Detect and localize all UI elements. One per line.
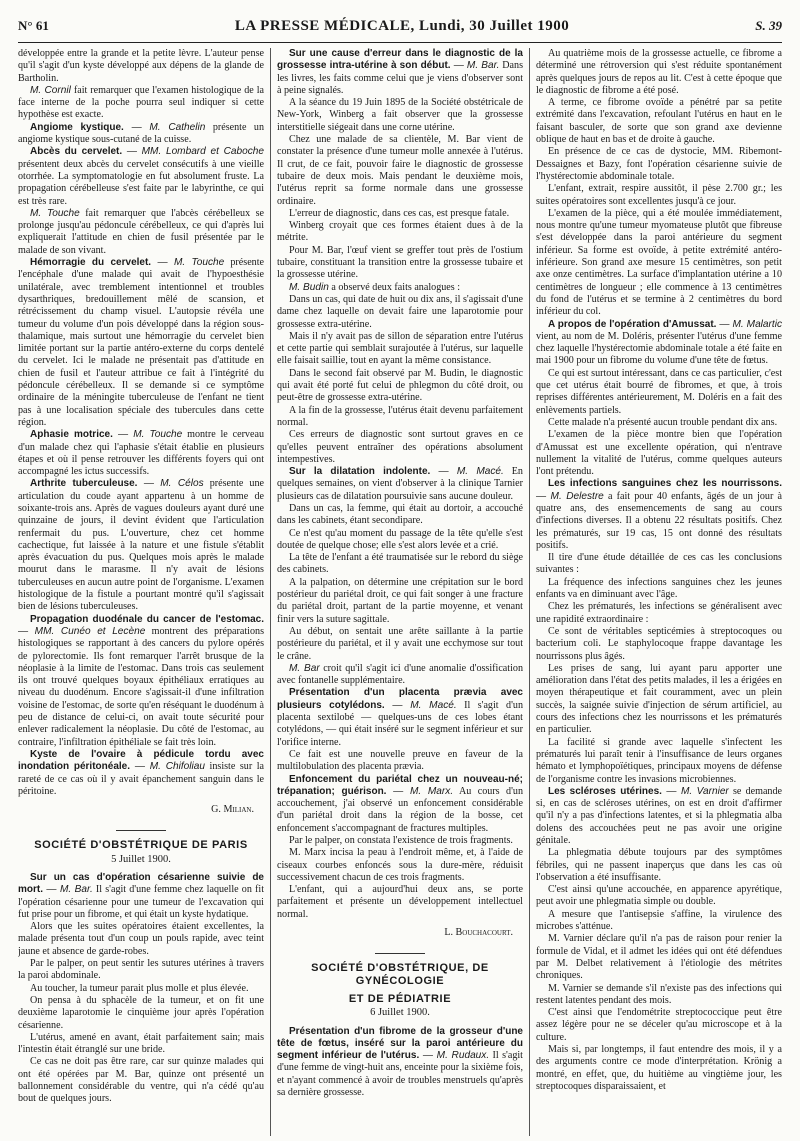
paragraph-heading: Kyste de l'ovaire à pédicule tordu avec inondation péritonéale. [18,748,264,773]
section-title-gyn-1: SOCIÉTÉ D'OBSTÉTRIQUE, DE GYNÉCOLOGIE [311,962,489,987]
author-name: — M. Marx. [386,785,454,797]
paragraph [277,884,523,921]
paragraph [536,183,782,208]
paragraph [536,1044,782,1093]
paragraph-text: fait remarquer que l'abcès cérébelleux se prolonge jusqu'au pédoncule cérébelleux, ce qui d'après lui expliquerait l'attitude en chien de fusil présentée par le malade de son vivant. [18,207,265,256]
paragraph-text: vient, au nom de M. Doléris, présenter l'utérus d'une femme chez laquelle l'hystérectomie abdominale totale a été faite en mai 1900 pour un fibrome du volume d'une tête de fœtus. [536,330,782,367]
paragraph [277,577,523,626]
paragraph [18,614,264,749]
paragraph-text: Dans le second fait observé par M. Budin, le diagnostic qui avait été porté fut celui de phlegmon du côté droit, ou peut-être de grossesse extra-utérine. [277,367,523,404]
author-name: — M. Touche [151,257,225,269]
column-1-body [18,48,264,798]
paragraph [536,48,782,97]
paragraph-text: Il s'agit d'une femme chez laquelle on fit l'opération césarienne pour une tumeur de l'excavation qui fut prise pour un fibrome, et qui était un kyste hydatique. [18,884,264,920]
column-3 [530,48,782,1136]
paragraph [536,909,782,934]
paragraph-text: a observé deux faits analogues : [328,281,461,293]
paragraph-text: M. Varnier déclare qu'il n'a pas de raison pour renier la formule de Vidal, et il admet les idées qui ont été défendues par M. Delbet relativement à l'étiologie des métrites chroniques. [536,933,782,982]
paragraph-heading: Enfoncement du pariétal chez un nouveau-né; trépanation; guérison. [277,773,523,797]
author-name: — M. Cathelin [123,121,206,133]
paragraph [18,921,264,958]
author-name: — M. Macé. [384,699,457,711]
author-name: M. Bar [289,662,320,674]
paragraph [18,146,264,207]
paragraph [277,405,523,430]
paragraph-heading: Présentation d'un placenta prævia avec plusieurs cotylédons. [277,687,523,711]
paragraph-text: M. Varnier se demande s'il n'existe pas des infections qui restent latentes pendant des mois. [536,982,782,1006]
paragraph [536,601,782,626]
paragraph [277,835,523,847]
paragraph-text: présente l'encéphale d'une malade qui avait de l'hypoesthésie unilatérale, avec tremblement intentionnel et troubles dysarthriques, bredouillement mêlé de scansion, et rétrécissement du champ visuel. L'autopsie révéla une tumeur du volume d'un pois développé dans la région sous-thalamique, mais surtout une hémorragie du cervelet bien limitée portant sur la partie antéro-externe du corps dentelé du cervelet. Ici le malade ne présentait pas d'attitude en chien de fusil et l'auteur attribue ce fait à l'intégrité du pédoncule cérébelleux. Il se demande si ce symptôme ordinaire de la méningite tuberculeuse de l'enfant ne tient pas à une localisation spéciale des tubercules dans cette région. [18,257,265,428]
paragraph [536,146,782,183]
paragraph-text: Mais il n'y avait pas de sillon de séparation entre l'utérus et cette partie qui semblait surajoutée à l'utérus, sur laquelle elle faisait saillie, tout en ayant la même consistance. [277,330,523,367]
paragraph-text: L'erreur de diagnostic, dans ces cas, est presque fatale. [289,207,510,219]
paragraph [277,847,523,884]
paragraph-text: Chez une malade de sa clientèle, M. Bar vient de constater la présence d'une tumeur molle annexée à l'utérus. Il crut, de ce fait, pouvoir faire le diagnostic de grossesse tubaire de deux mois. Mais pendant le deuxième mois, l'utérus reprit sa forme normale dans une grossesse ordinaire. [277,134,523,207]
paragraph-text: Ce fait est une nouvelle preuve en faveur de la multilobulation des placenta prævia. [277,748,523,773]
paragraph-text: En présence de ce cas de dystocie, MM. Ribemont-Dessaignes et Bazy, font l'opération césarienne suivie de l'hystérectomie abdominale totale. [536,146,782,182]
paragraph-text: développée entre la grande et la petite lèvre. L'auteur pense qu'il s'agit d'un kyste développé aux dépens de la glande de Bartholin. [18,48,264,84]
masthead-title: LA PRESSE MÉDICALE, Lundi, 30 Juillet 1900 [234,18,570,34]
paragraph-text: Au toucher, la tumeur parait plus molle et plus élevée. [30,982,249,994]
column-3-body [536,48,782,1093]
paragraph [277,48,523,97]
paragraph [536,786,782,847]
paragraph-text: La facilité si grande avec laquelle s'infectent les prématurés lui paraît tenir à l'insuffisance de leurs organes hémato et lymphopoïétiques, principaux moyens de défense de l'organisme contre les invasions microbiennes. [536,736,782,785]
paragraph-heading: Les infections sanguines chez les nourrissons. [548,478,782,490]
paragraph [536,884,782,909]
signature-1: G. Milian. [211,804,254,816]
paragraph-text: Par le palper, on peut sentir les sutures utérines à travers la paroi abdominale. [18,958,264,982]
paragraph-text: A la séance du 19 Juin 1895 de la Société obstétricale de New-York, Winberg a fait observer que la grossesse interstitielle siégeait dans une corne utérine. [277,97,523,133]
author-name: M. Cornil [30,84,71,96]
author-name: — M. Rudaux. [419,1050,490,1062]
header-rule [18,42,782,43]
paragraph-text: La fréquence des infections sanguines chez les jeunes enfants va en diminuant avec l'âge. [536,576,782,601]
paragraph [277,208,523,220]
paragraph-text: montre le cerveau d'un malade chez qui l'aphasie s'était établie en plusieurs étapes et où il pense retrouver les différents foyers qui ont accompagné les ictus successifs. [18,429,264,478]
author-name: — M. Malartic [716,318,782,330]
paragraph-text: L'enfant, extrait, respire aussitôt, il pèse 2.700 gr.; les suites opératoires sont excellentes jusqu'à ce jour. [536,183,782,207]
page-header [18,18,782,40]
paragraph [277,687,523,748]
paragraph [18,122,264,147]
author-name: — MM. Cunéo et Lecène [18,625,146,637]
paragraph-text: Cette malade n'a présenté aucun trouble pendant dix ans. [548,416,778,428]
paragraph [536,626,782,663]
paragraph-text: C'est ainsi que l'endométrite streptococcique peut être assez légère pour ne se déceler qu'au microscope et à la culture. [536,1007,782,1043]
paragraph-text: La phlegmatia débute toujours par des symptômes fébriles, qui ne passent inaperçus que dans les cas où l'observation a été insuffisante. [536,847,782,883]
paragraph [277,663,523,688]
author-name: — M. Célos [137,478,204,490]
paragraph-heading: Sur une cause d'erreur dans le diagnostic de la grossesse intra-utérine à son début. [277,48,523,72]
paragraph [277,1026,523,1100]
paragraph [536,983,782,1008]
page-number: S. 39 [755,18,782,33]
paragraph-text: Au début, on sentait une arête saillante à la partie postérieure du pariétal, et il y avait une ecchymose sur tout le crâne. [277,625,523,662]
paragraph [277,245,523,282]
paragraph-text: A mesure que l'antisepsie s'affine, la virulence des microbes s'atténue. [536,908,782,933]
paragraph-text: a fait pour 40 enfants, âgés de un jour à quatre ans, des ensemencements de sang au cours d'infections diverses. Il a obtenu 22 résultats positifs. Chez les prématurés, sur 19 cas, 15 ont donné des résultats positifs. [536,490,782,551]
paragraph-text: présente une articulation du coude ayant appartenu à un homme de soixante-trois ans. Après de vagues douleurs ayant duré une quinzaine de jours, il devint évident que l'articulation renfermait du pus. L'ouverture, chez cet homme cachectique, fut laissée à la nature et une fistule s'établit après évacuation du pus. Quelques mois après le malade mourut dans le marasme. Il n'y avait de lésions tuberculeuses en aucun autre point de l'organisme. L'examen histologique de la fistule a pourtant montré qu'il s'agissait bien de lésions tuberculeuses. [18,478,265,613]
paragraph-heading: A propos de l'opération d'Amussat. [548,318,717,330]
section-date-gyn: 6 Juillet 1900. [370,1007,430,1019]
paragraph-text: En quelques semaines, on vient d'observer à la clinique Tarnier plusieurs cas de dilatation poursuivie sans aucune douleur. [277,466,523,502]
paragraph [277,282,523,294]
paragraph [277,294,523,331]
paragraph-text: présentent deux abcès du cervelet consécutifs à une vieille otorrhée. La symptomatologie en fut absolument fruste. La propagation cérébelleuse s'est faite par le labyrinthe, ce qui est très rare. [18,158,264,207]
paragraph-heading: Angiome kystique. [30,121,124,133]
paragraph [18,958,264,983]
paragraph [18,872,264,921]
paragraph-text: montrent des préparations histologiques se rapportant à des cancers du pylore opérés de pylorectomie. Ils font remarquer l'arrêt brusque de la néoplasie à la limite de l'estomac. Dans trois cas seulement ils ont trouvé quelques boyaux épithéliaux erratiques au niveau du duodénum. Encore s'agissait-il d'une infiltration voisine de l'estomac, de sorte qu'en réséquant le duodénum à peu de distance de celui-ci, on avait toute sécurité pour enlever radicalement la néoplasie. Du côté de l'estomac, au contraire, l'infiltration épithéliale se fait très loin. [18,625,264,748]
paragraph-text: fait remarquer que l'examen histologique de la face interne de la poche pourra seul indiquer si cette hypothèse est exacte. [18,84,264,121]
paragraph [277,97,523,134]
paragraph [536,478,782,552]
section-divider [116,830,166,831]
paragraph [18,983,264,995]
paragraph-text: Il tire d'une étude détaillée de ces cas les conclusions suivantes : [536,552,782,576]
paragraph-heading: Arthrite tuberculeuse. [30,478,138,490]
paragraph-text: Ce qui est surtout intéressant, dans ce cas particulier, c'est que cet utérus était bourré de fibromes, et que, à trois reprises différentes antérieurement, M. Doléris en a fait des enlèvements partiels. [536,367,782,416]
section-title-paris: SOCIÉTÉ D'OBSTÉTRIQUE DE PARIS [34,839,248,852]
paragraph-text: croit qu'il s'agit ici d'une anomalie d'ossification avec fontanelle supplémentaire. [277,662,523,687]
paragraph [277,466,523,503]
paragraph [536,417,782,429]
paragraph [277,368,523,405]
paragraph-text: Par le palper, on constata l'existence de trois fragments. [289,835,513,846]
paragraph-text: L'examen de la pièce, qui a été moulée immédiatement, nous montre qu'une tumeur myomateuse plutôt que fibreuse s'est développée dans la paroi antérieure du segment inférieur. Sa forme est ovoïde, à petite extrémité antéro-inférieure. Son grand axe mesure 15 centimètres, son petit axe onze centimètres. La surface d'implantation utérine a 10 centimètres de longueur ; elle commence à 13 centimètres du fond de l'utérus et se termine à 2 centimètres du bord inférieur du col. [536,207,782,318]
paragraph [536,552,782,577]
column-1 [18,48,270,1136]
paragraph [277,503,523,528]
author-name: M. Budin [289,281,329,293]
paragraph [18,85,264,122]
author-name: — M. Bar. [43,884,93,896]
paragraph [18,208,264,257]
paragraph-text: Il s'agit d'une femme de vingt-huit ans, enceinte pour la sixième fois, et n'ayant commencé à avoir de troubles menstruels qu'après sa dernière grossesse. [277,1050,523,1099]
paragraph-text: L'enfant, qui a aujourd'hui deux ans, se porte parfaitement et présente un développement intellectuel normal. [277,884,523,920]
column-2-section-body [277,1026,523,1100]
paragraph [18,1032,264,1057]
paragraph [277,774,523,835]
paragraph [18,749,264,798]
paragraph-text: Alors que les suites opératoires étaient excellentes, la malade présenta tout d'un coup un pouls rapide, avec teint jaune et absence de garde-robes. [18,921,264,957]
section-date-paris: 5 Juillet 1900. [111,853,171,865]
paragraph-text: insiste sur la rareté de ce cas où il y avait épanchement sanguin dans le péritoine. [18,761,264,797]
author-name: — M. Delestre [536,490,604,502]
paragraph-text: Pour M. Bar, l'œuf vient se greffer tout près de l'ostium tubaire, constituant la transition entre la grossesse tubaire et la grossesse utérine. [277,244,523,281]
paragraph-heading: Hémorragie du cervelet. [30,257,152,269]
paragraph [277,220,523,245]
author-name: — M. Varnier [661,785,729,797]
paragraph-text: L'examen de la pièce montre bien que l'opération d'Amussat est une excellente opération, qui n'entrave nullement la vitalité de l'utérus, comme quelques auteurs l'ont prétendu. [536,429,782,478]
author-name: M. Touche [30,207,80,219]
column-1-section-body [18,872,264,1106]
section-title-gyn-2: ET DE PÉDIATRIE [348,992,452,1005]
paragraph-text: A la fin de la grossesse, l'utérus était devenu parfaitement normal. [277,404,523,428]
paragraph-text: Mais si, par longtemps, il faut entendre des mois, il y a des arguments contre ce mode d'interprétation. Krönig a montré, en effet, que, du huitième au vingtième jour, les streptocoques disparaissaient, et [536,1044,782,1092]
signature-2: L. Bouchacourt. [444,927,513,939]
paragraph [536,737,782,786]
paragraph-text: Winberg croyait que ces formes étaient dues à de la métrite. [277,220,523,244]
paragraph-text: Chez les prématurés, les infections se généralisent avec une rapidité extraordinaire : [536,601,782,625]
paragraph-text: Ce n'est qu'au moment du passage de la tête qu'elle s'est doutée de quelque chose; elle s'est alors levée et a crié. [277,527,523,551]
paragraph [536,1007,782,1044]
paragraph-heading: Sur la dilatation indolente. [289,466,431,478]
paragraph [277,552,523,577]
paragraph [277,528,523,553]
issue-number: N° 61 [18,18,49,33]
paragraph [18,429,264,478]
paragraph-text: L'utérus, amené en avant, était parfaitement sain; mais l'intestin était étranglé sur une bride. [18,1031,264,1056]
column-2-body [277,48,523,921]
paragraph [18,1056,264,1105]
paragraph [536,933,782,982]
paragraph-heading: Propagation duodénale du cancer de l'estomac. [30,613,264,625]
paragraph [277,331,523,368]
paragraph-text: Au quatrième mois de la grossesse actuelle, ce fibrome a déterminé une rétroversion qui s'est réduite spontanément après quelques jours de repos au lit. C'est à cette époque que le diagnostic de fibrome a été posé. [536,48,782,96]
author-name: — M. Bar. [450,60,500,72]
paragraph-text: A la palpation, on détermine une crépitation sur le bord postérieur du pariétal droit, ce qui fait songer à une fracture du pariétal droit, partant de la partie moyenne, et venant finir vers la suture sagittale. [277,576,523,625]
paragraph-heading: Aphasie motrice. [30,429,113,441]
paragraph-text: Ces erreurs de diagnostic sont surtout graves en ce qu'elles peuvent entraîner des opérations absolument intempestives. [277,429,523,465]
paragraph [536,208,782,319]
paragraph [536,429,782,478]
paragraph-text: Les prises de sang, lui ayant paru apporter une amélioration dans l'état des petits malades, il les a érigées en moyen thérapeutique et fait couramment, avec un plein succès, la saignée suivie d'injection de sérum artificiel, au cours des infections chez les nourrissons et les prématurés en particulier. [536,662,782,736]
paragraph [536,368,782,417]
author-name: — M. Chifoliau [130,761,206,773]
paragraph-text: Dans un cas, qui date de huit ou dix ans, il s'agissait d'une dame chez laquelle on devait faire une laparotomie pour grossesse extra-utérine. [277,293,523,330]
paragraph [18,478,264,613]
column-2 [270,48,530,1136]
paragraph-text: M. Marx incisa la peau à l'endroit même, et, à l'aide de ciseaux courbes enfoncés sous la dure-mère, réduisit successivement chacun de ces trois fragments. [277,847,523,883]
paragraph-text: Ce cas ne doit pas être rare, car sur quinze malades qui ont été opérées par M. Bar, quinze ont présenté un ballonnement considérable du ventre, qui n'a cédé qu'au bout de quelques jours. [18,1056,264,1105]
paragraph [18,995,264,1032]
paragraph-text: Dans les livres, les faits comme celui que je viens d'observer sont à peine signalés. [277,60,523,96]
paragraph-text: présente un angiome kystique sous-cutané de la cuisse. [18,121,264,146]
paragraph [277,429,523,466]
author-name: — MM. Lombard et Caboche [122,146,264,158]
paragraph-text: se demande si, en cas de scléroses utérines, on est en droit d'affirmer qu'il n'y a pas d'infections latentes, et si la phlegmatia alba dolens des accouchées peut ne pas avoir une origine génitale. [536,785,782,846]
paragraph-heading: Présentation d'un fibrome de la grosseur d'une tête de fœtus, inséré sur la paroi antérieure du segment inférieur de l'utérus. [277,1025,523,1062]
paragraph-text: Il s'agit d'un placenta sextilobé — quelques-uns de ces lobes étant cotylédons, — qui était inséré sur le segment inférieur et sur l'orifice interne. [277,699,523,748]
paragraph [18,257,264,429]
paragraph-heading: Sur un cas d'opération césarienne suivie de mort. [18,872,264,896]
paragraph-text: C'est ainsi qu'une accouchée, en apparence apyrétique, peut avoir une phlegmatia simple ou double. [536,884,782,908]
paragraph-text: On pensa à du sphacèle de la tumeur, et on fit une deuxième laparotomie le cinquième jour après l'opération césarienne. [18,994,264,1031]
paragraph [277,626,523,663]
paragraph-heading: Abcès du cervelet. [30,146,123,158]
paragraph [277,134,523,208]
section-divider [375,953,425,954]
paragraph-text: La tête de l'enfant a été traumatisée sur le rebord du siège des cabinets. [277,552,523,576]
author-name: — M. Touche [112,429,183,441]
paragraph-text: Dans un cas, la femme, qui était au dortoir, a accouché dans les cabinets, étant secondipare. [277,502,523,527]
paragraph-text: Ce sont de véritables septicémies à streptocoques ou bacterium coli. Le staphylocoque frappe davantage les nourrissons plus âgés. [536,625,782,662]
paragraph [277,749,523,774]
paragraph-text: Au cours d'un accouchement, j'ai observé un enfoncement considérable d'un pariétal droit dans la région de la bosse, cet enfoncement s'accompagnant de fractures multiples. [277,785,523,834]
paragraph-heading: Les scléroses utérines. [548,785,662,797]
paragraph [536,319,782,368]
paragraph [536,97,782,146]
paragraph [536,577,782,602]
author-name: — M. Macé. [430,466,504,478]
columns [18,48,782,1136]
paragraph [536,847,782,884]
paragraph [536,663,782,737]
paragraph [18,48,264,85]
paragraph-text: A terme, ce fibrome ovoïde a pénétré par sa petite extrémité dans l'excavation, refoulant l'utérus en haut en le faisant basculer, de sorte que son grand axe devienne oblique de haut en bas et de droite à gauche. [536,97,782,146]
